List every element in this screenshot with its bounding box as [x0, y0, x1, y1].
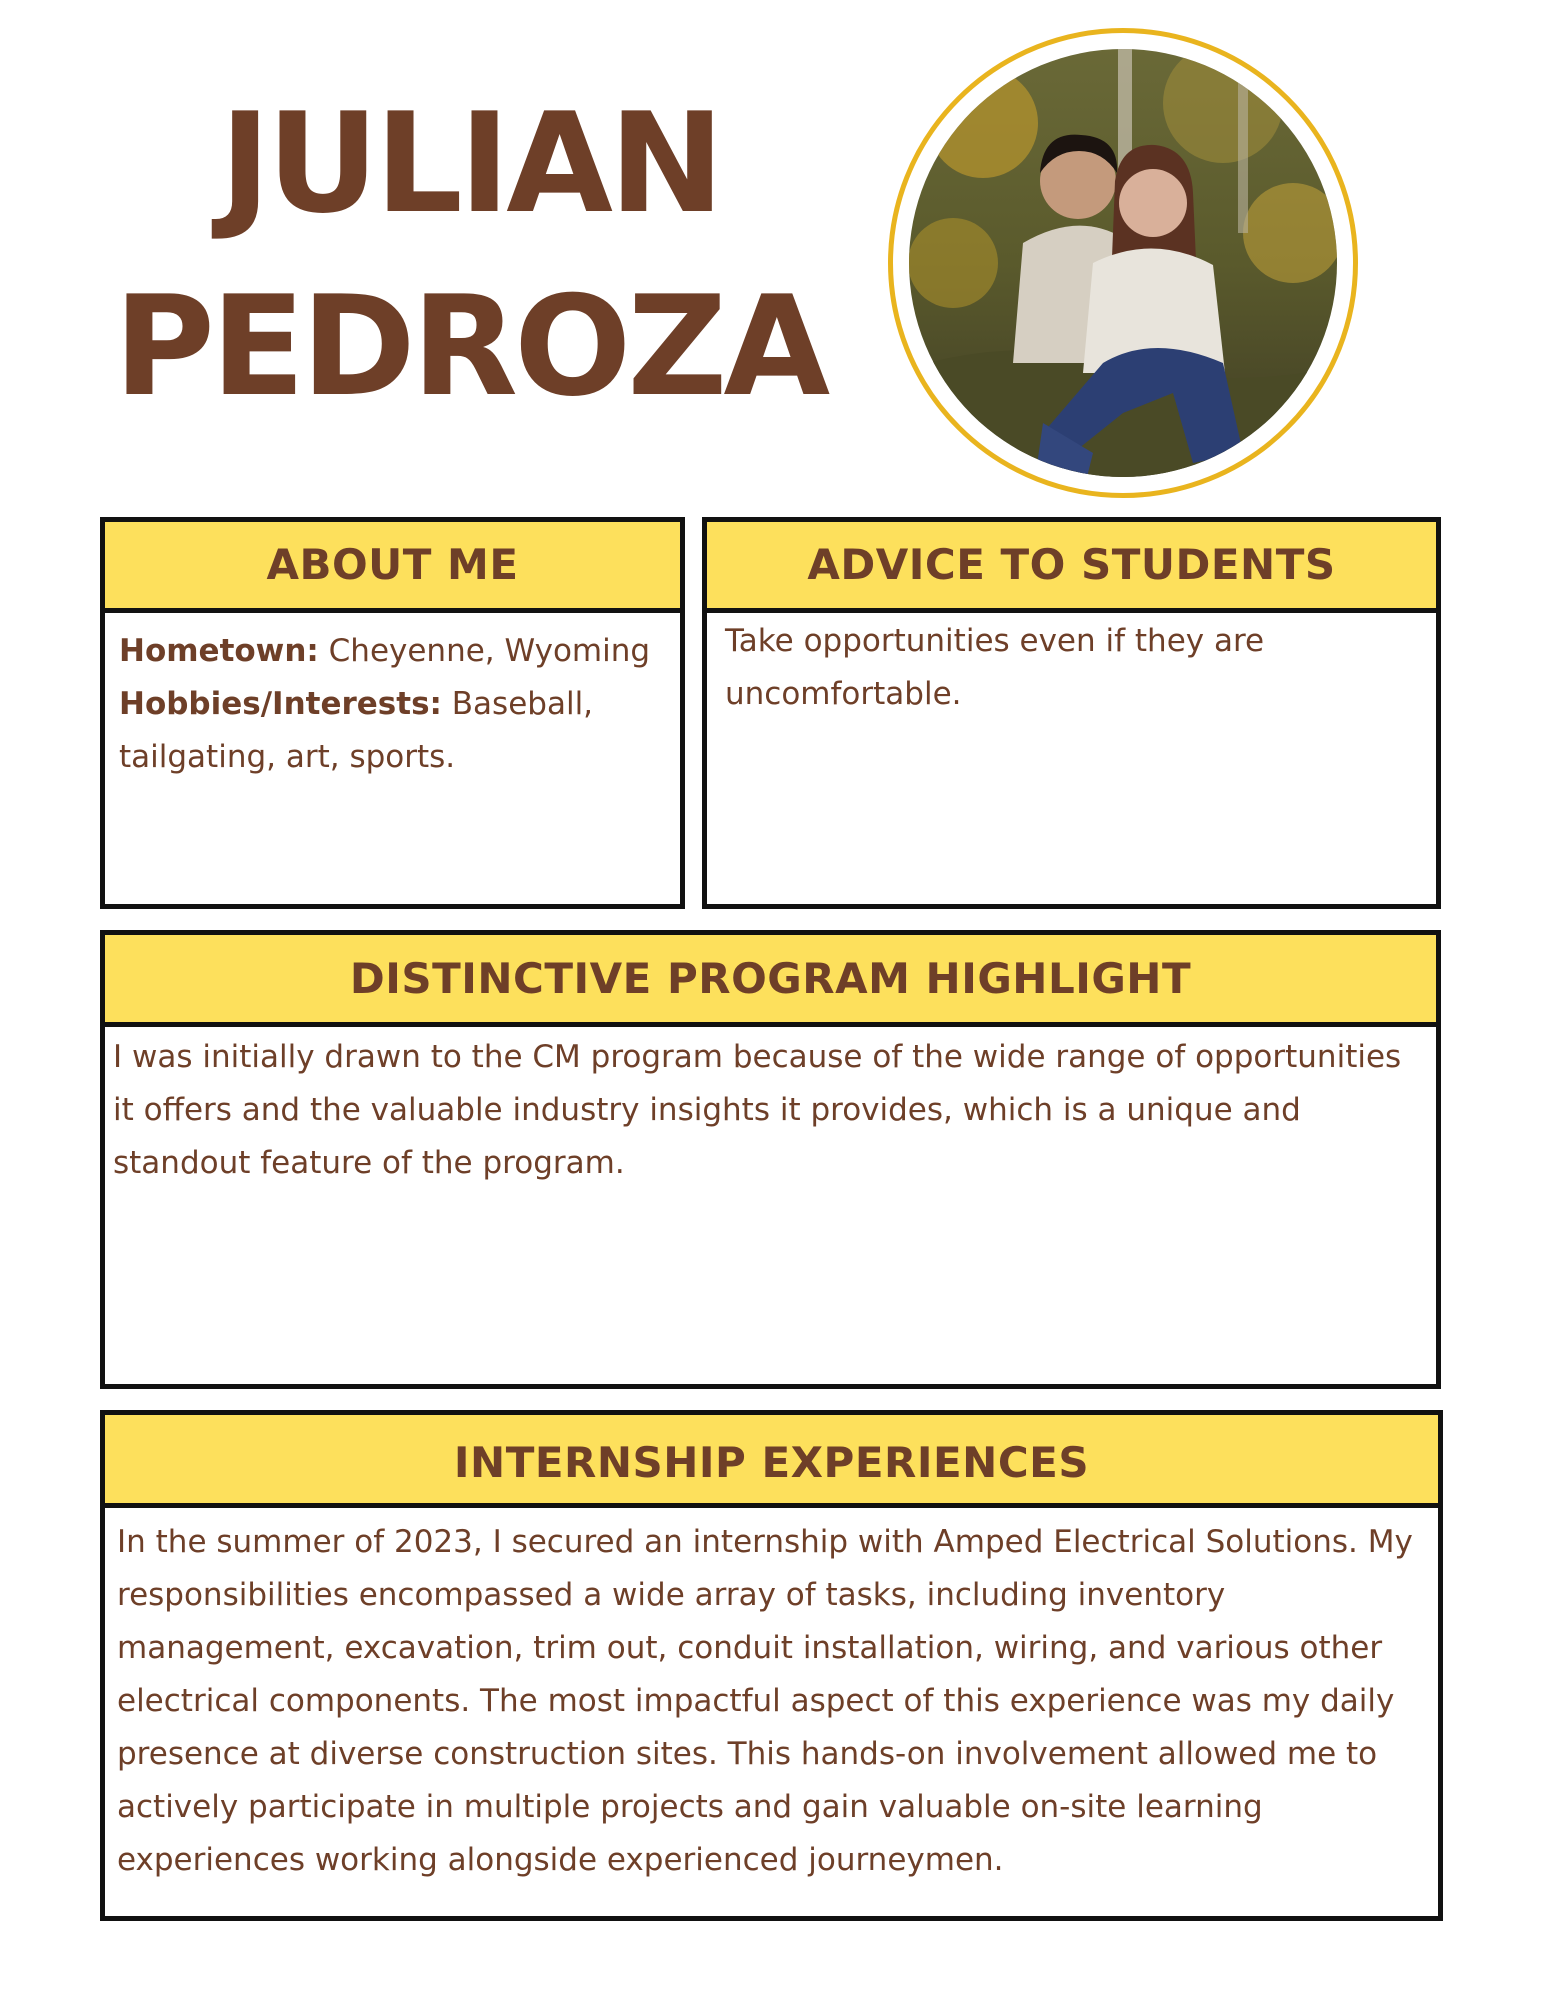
program-highlight-body [105, 1027, 1436, 1190]
highlight-line: it offers and the valuable industry insights it provides, which is a unique and [113, 1092, 1301, 1128]
hobbies-line [119, 678, 680, 731]
internship-line: experiences working alongside experienced journeymen. [117, 1842, 1004, 1878]
advice-card [702, 517, 1441, 909]
first-name-heading: JULIAN [219, 83, 721, 244]
internship-line: In the summer of 2023, I secured an internship with Amped Electrical Solutions. My [117, 1524, 1413, 1560]
internship-line: electrical components. The most impactful aspect of this experience was my daily [117, 1683, 1395, 1719]
program-highlight-card [100, 930, 1441, 1389]
program-highlight-heading: DISTINCTIVE PROGRAM HIGHLIGHT [105, 935, 1436, 1027]
highlight-line: I was initially drawn to the CM program because of the wide range of opportunities [113, 1039, 1402, 1075]
advice-line: Take opportunities even if they are [725, 623, 1265, 659]
profile-photo-image [893, 33, 1353, 493]
profile-photo [888, 28, 1358, 498]
hometown-line [119, 625, 680, 678]
advice-heading: ADVICE TO STUDENTS [707, 522, 1436, 613]
advice-line: uncomfortable. [725, 676, 962, 712]
hobbies-label: Hobbies/Interests: [119, 686, 442, 722]
hobbies-value: Baseball, [441, 686, 594, 722]
internship-line: responsibilities encompassed a wide array of tasks, including inventory [117, 1577, 1226, 1613]
hometown-value: Cheyenne, Wyoming [318, 633, 651, 669]
about-me-card [100, 517, 685, 909]
highlight-line: standout feature of the program. [113, 1145, 625, 1181]
last-name-heading: PEDROZA [113, 266, 827, 427]
internship-heading: INTERNSHIP EXPERIENCES [105, 1415, 1438, 1508]
hometown-label: Hometown: [119, 633, 319, 669]
hobbies-line-continued: tailgating, art, sports. [119, 739, 456, 775]
about-me-heading: ABOUT ME [105, 522, 680, 613]
advice-body [707, 613, 1436, 721]
internship-line: management, excavation, trim out, conduit installation, wiring, and various other [117, 1630, 1383, 1666]
internship-line: presence at diverse construction sites. This hands-on involvement allowed me to [117, 1736, 1378, 1772]
internship-body [105, 1508, 1438, 1887]
internship-line: actively participate in multiple projects and gain valuable on-site learning [117, 1789, 1263, 1825]
internship-card [100, 1410, 1443, 1921]
about-me-body [105, 613, 680, 784]
